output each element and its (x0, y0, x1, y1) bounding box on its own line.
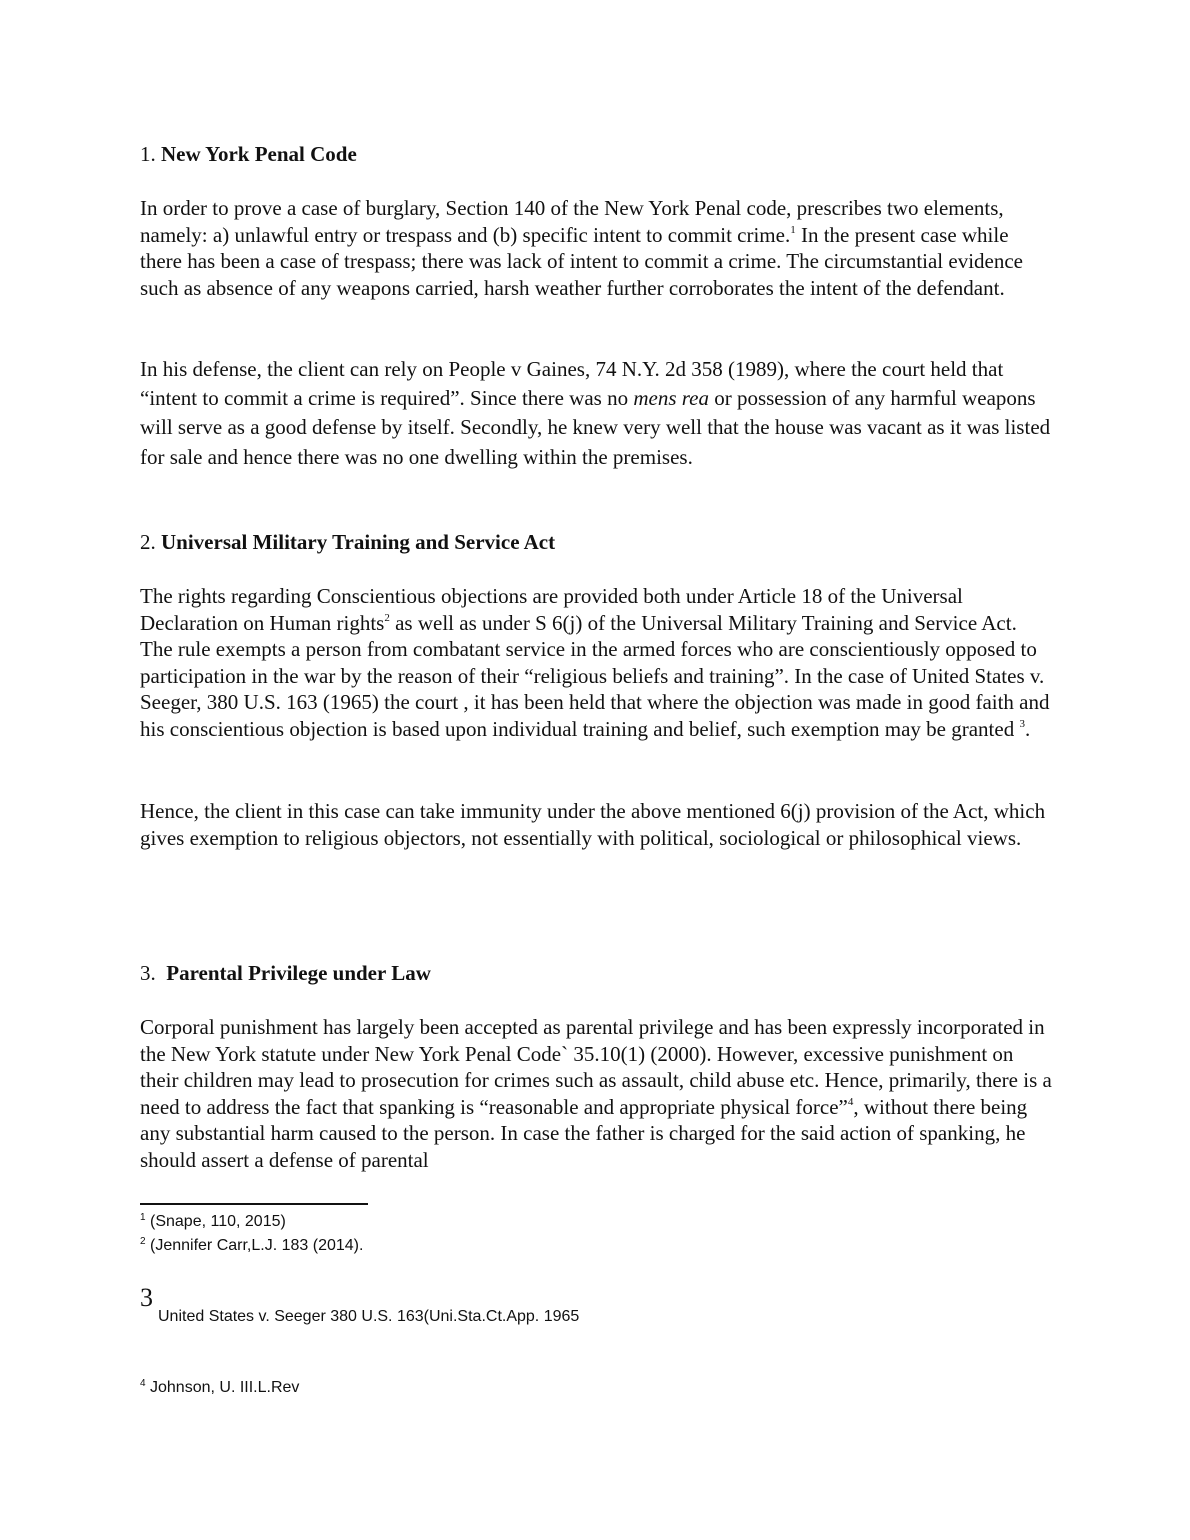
footnote-ref-4[interactable]: 4 (847, 1095, 854, 1108)
section-2-paragraph-1: The rights regarding Conscientious objections are provided both under Article 18 of the Universal Declaration on Human rights$^2$ as well as under S 6(j) of the Universal Military Training and Service Act. The rule exempts a person from combatant service in the armed forces who are conscientiously opposed to participation in the war by the reason of their “religious beliefs and training”. In the case of United States v. Seeger, 380 U.S. 163 (1965) the court , it has been held that where the objection was made in good faith and his conscientious objection is based upon individual training and belief, such exemption may be granted $^3$. (140, 584, 1050, 741)
section-1-title: New York Penal Code (161, 142, 357, 166)
section-3-heading (140, 960, 431, 986)
section-1-paragraph-1: In order to prove a case of burglary, Section 140 of the New York Penal code, prescribes two elements, namely: a) unlawful entry or trespass and (b) specific intent to commit crime.$^1$ In the present case while there has been a case of trespass; there was lack of intent to commit a crime. The circumstantial evidence such as absence of any weapons carried, harsh weather further corroborates the intent of the defendant. (140, 196, 1024, 300)
footnote-ref-2[interactable]: 2 (384, 611, 390, 624)
section-1-number: 1. (140, 142, 156, 166)
section-1-heading (140, 141, 357, 167)
footnote-2: $^2$ (Jennifer Carr,L.J. 183 (2014). (140, 1236, 364, 1254)
footnote-ref-3[interactable]: 3 (1019, 717, 1025, 730)
footnote-3-text: United States v. Seeger 380 U.S. 163(Uni.Sta.Ct.App. 1965 (158, 1308, 580, 1325)
section-2-heading (140, 529, 555, 555)
section-2-paragraph-2: Hence, the client in this case can take immunity under the above mentioned 6(j) provision of the Act, which gives exemption to religious objectors, not essentially with political, sociological or philosophical views. (140, 799, 1046, 850)
footnote-ref-1[interactable]: 1 (790, 223, 796, 236)
footnote-4: $^4$ Johnson, U. III.L.Rev (140, 1378, 300, 1396)
section-3-number: 3. (140, 961, 161, 985)
section-3-title: Parental Privilege under Law (166, 961, 431, 985)
section-1-paragraph-2: In his defense, the client can rely on People v Gaines, 74 N.Y. 2d 358 (1989), where the court held that “intent to commit a crime is required”. Since there was no mens rea or possession of any harmful weapons will serve as a good defense by itself. Secondly, he knew very well that the house was vacant as it was listed for sale and hence there was no one dwelling within the premises. (140, 357, 1051, 469)
footnote-separator (140, 1203, 368, 1205)
footnote-3-number: 3 (140, 1283, 153, 1312)
italic-term: mens rea (633, 386, 709, 411)
section-2-title: Universal Military Training and Service Act (161, 530, 556, 554)
section-2-number: 2. (140, 530, 156, 554)
footnote-1: $^1$ (Snape, 110, 2015) (140, 1212, 286, 1230)
section-3-paragraph-1: Corporal punishment has largely been accepted as parental privilege and has been expressly incorporated in the New York statute under New York Penal Code` 35.10(1) (2000). However, excessive punishment on their children may lead to prosecution for crimes such as assault, child abuse etc. Hence, primarily, there is a need to address the fact that spanking is “reasonable and appropriate physical force”$^4$, without there being any substantial harm caused to the person. In case the father is charged for the said action of spanking, he should assert a defense of parental (140, 1015, 1052, 1172)
